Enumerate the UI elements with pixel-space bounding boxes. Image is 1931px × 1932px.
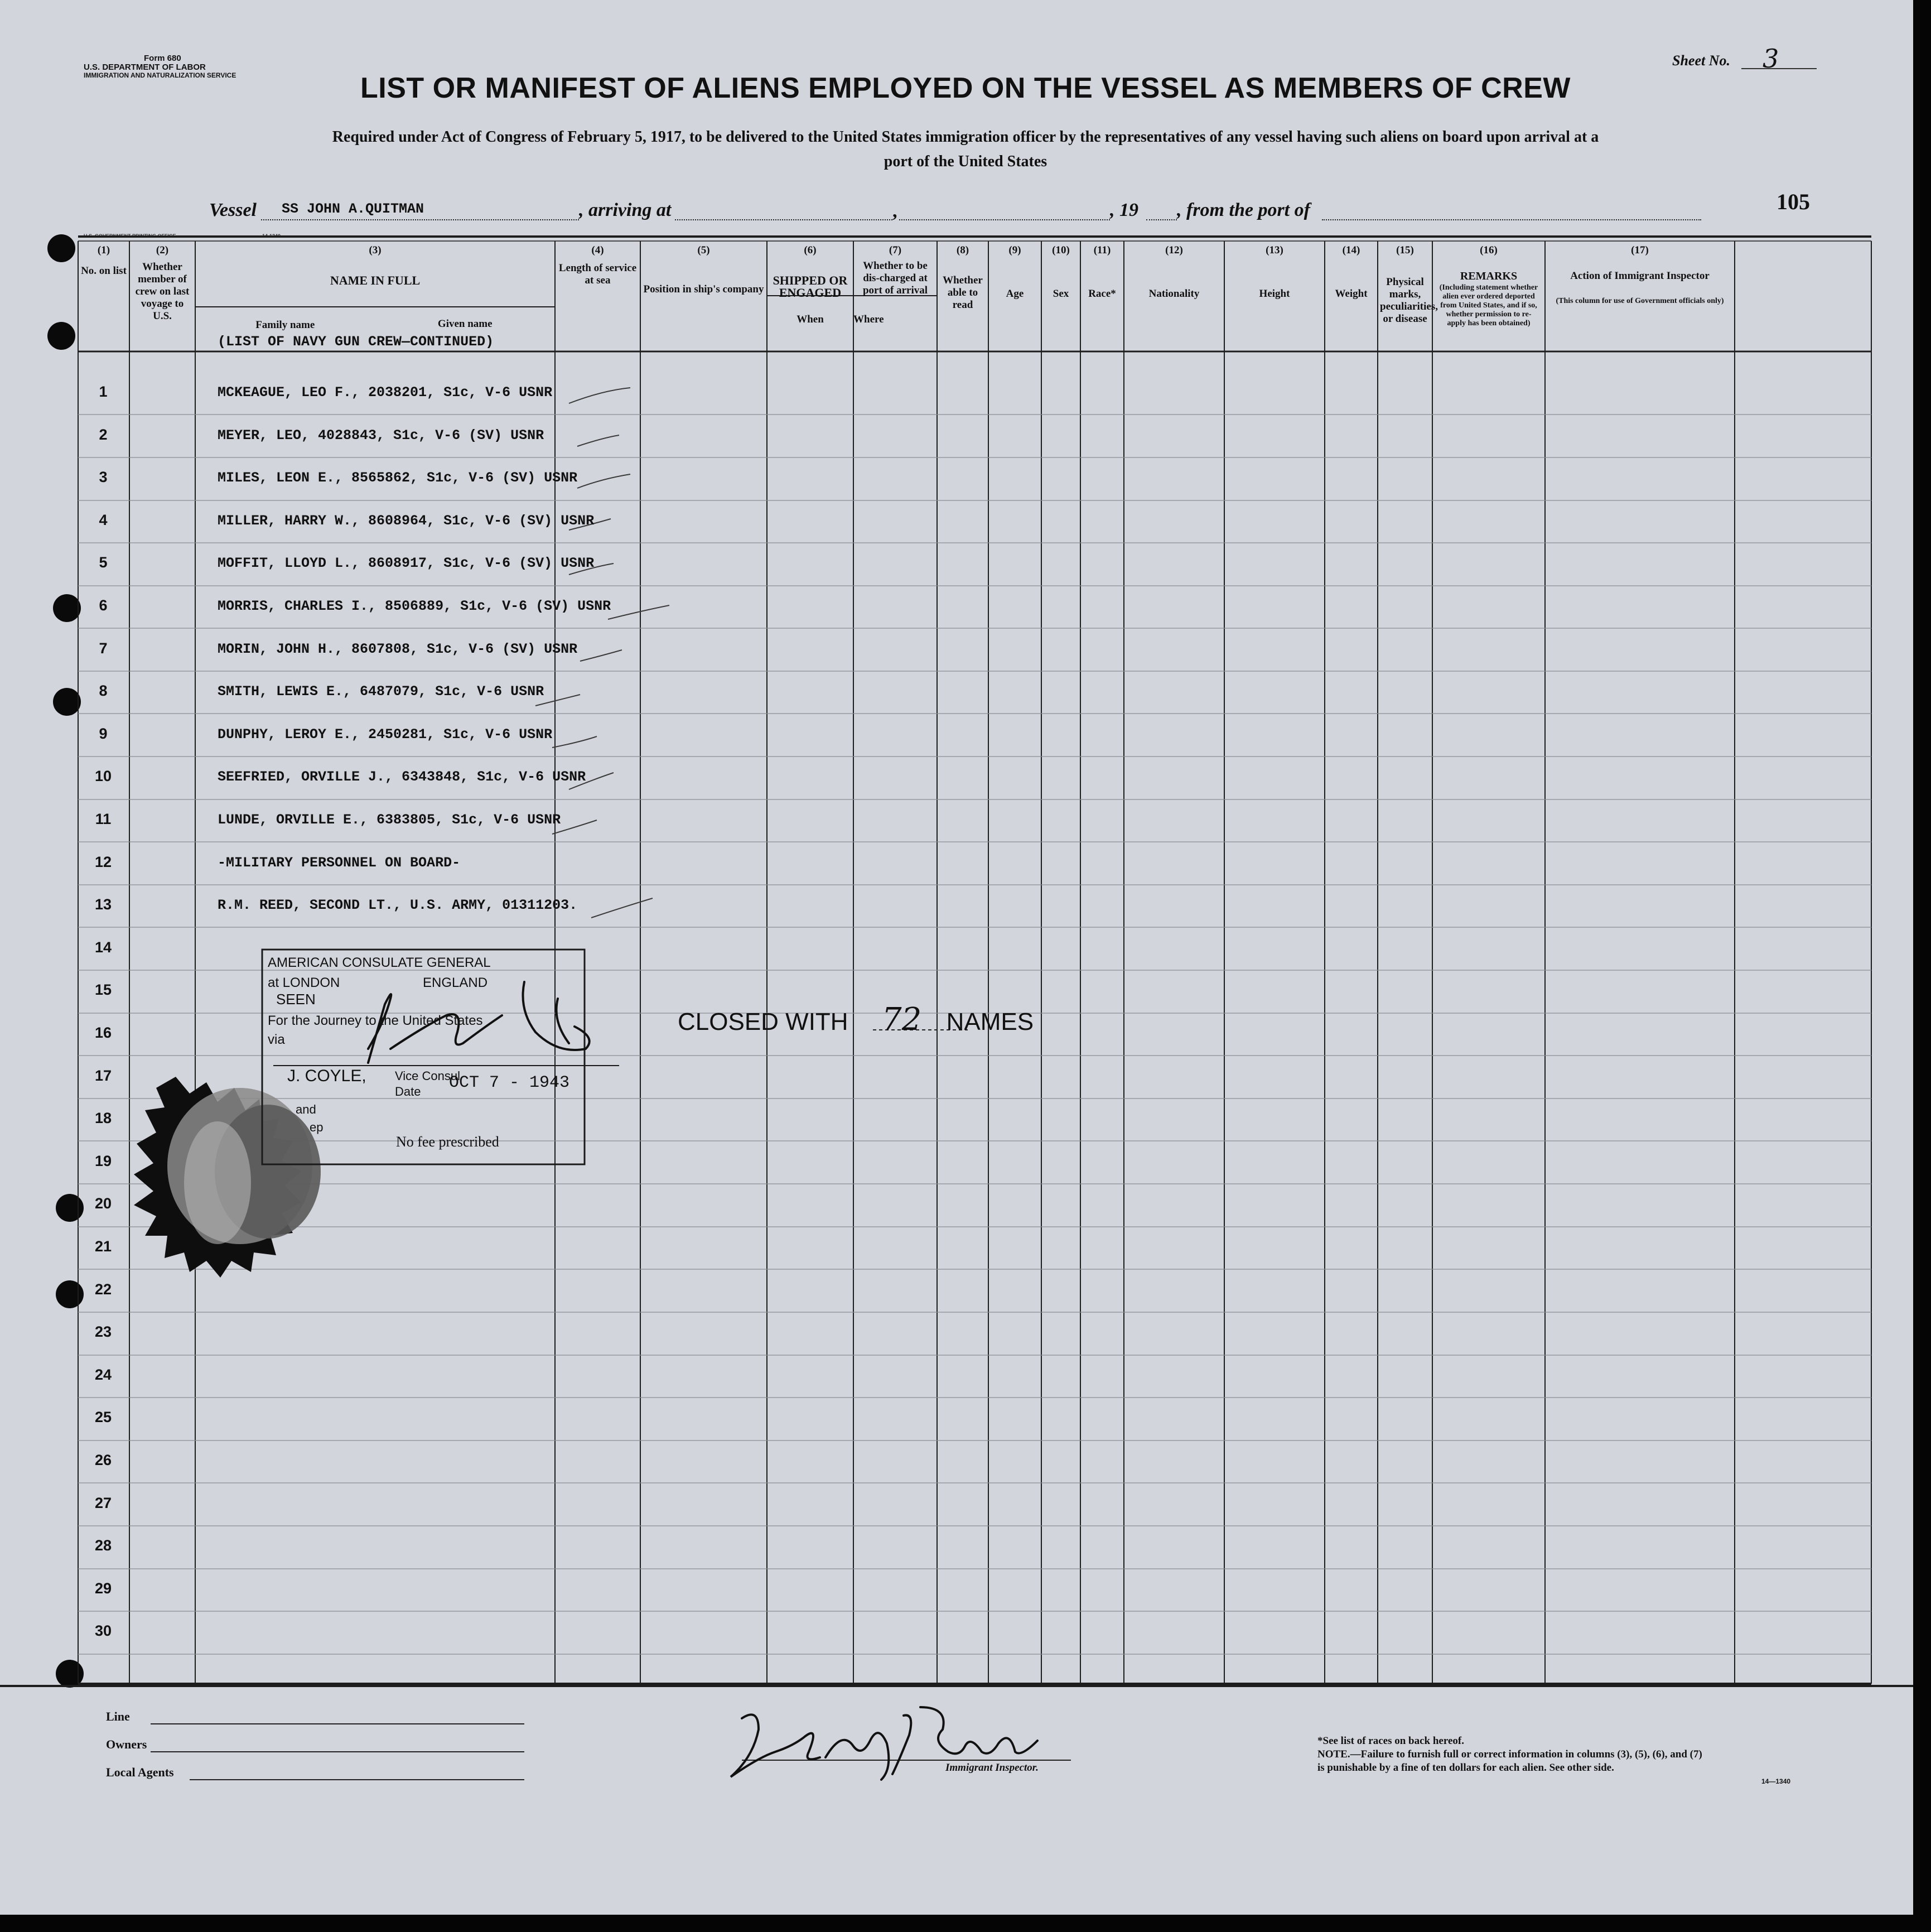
form-title: LIST OR MANIFEST OF ALIENS EMPLOYED ON THE VESSEL AS MEMBERS OF CREW bbox=[360, 72, 1571, 104]
note-label: NOTE. bbox=[1317, 1748, 1350, 1760]
stamp-line-2-right: ENGLAND bbox=[423, 975, 488, 990]
row-number: 17 bbox=[94, 1067, 112, 1084]
crew-entry[interactable]: MEYER, LEO, 4028843, S1c, V-6 (SV) USNR bbox=[218, 427, 544, 444]
column-label: SHIPPED OR ENGAGED bbox=[773, 273, 848, 300]
column-number: (7) bbox=[889, 244, 902, 256]
crew-entry[interactable]: MOFFIT, LLOYD L., 8608917, S1c, V-6 (SV) USNR bbox=[218, 555, 595, 572]
row-number: 25 bbox=[94, 1409, 112, 1426]
column-label: Sex bbox=[1053, 288, 1069, 300]
vessel-name[interactable]: SS JOHN A.QUITMAN bbox=[282, 201, 424, 217]
row-number: 20 bbox=[94, 1195, 112, 1212]
stamp-line-5: via bbox=[268, 1032, 285, 1047]
column-number: (14) bbox=[1342, 244, 1360, 256]
stamp-line-1: AMERICAN CONSULATE GENERAL bbox=[268, 955, 491, 970]
page-number: 105 bbox=[1776, 189, 1810, 214]
row-number: 5 bbox=[99, 554, 108, 571]
crew-entry[interactable]: DUNPHY, LEROY E., 2450281, S1c, V-6 USNR bbox=[218, 726, 553, 743]
crew-entry[interactable]: MORIN, JOHN H., 8607808, S1c, V-6 (SV) USNR bbox=[218, 640, 578, 657]
stamp-date-label: Date bbox=[395, 1085, 421, 1099]
column-label: Action of Immigrant Inspector bbox=[1570, 270, 1710, 282]
row-number: 11 bbox=[95, 811, 112, 827]
manifest-page: Form 680 U.S. DEPARTMENT OF LABOR IMMIGRATION AND NATURALIZATION SERVICE Sheet No. 3 LIST OR MANIFEST OF ALIENS EMPLOYED ON THE VESSEL AS MEMBERS OF CREW Required under Act of Congress of February 5, 1917, to be delivered to the United States immigration officer by the representatives of any vessel having such aliens on board upon arrival at a port of the United States Vessel SS JOHN A.QUITMAN , arriving at , , 19 , from the port of 105 U.S. GOVERNMENT PRINTING OFFICE 14-1340 (1) No. on list (2) Whether member of crew on last voyage to U.S. (3) NAME IN FULL Family name Given name (4) Length of service at sea (5) Position in ship's company (6) SHIPPED OR ENGAGED When Where (7) Whether to be dis-charged at port of arrival (8) Whether able to read (9) Age (10) Sex (11) Race* (12) Nationality (13) Height (14) Weight (15) Physical marks, peculiarities, or disease (16) REMARKS (Including statement whether alien ever ordered deported from United States, and if so, whether permission to re-apply has been obtained) (17) Action of Immigrant Inspector (This column for use of Government officials only) (LIST OF NAVY GUN CREW—CONTINUED) 1 2 3 4 5 6 7 8 9 10 11 12 13 14 15 16 17 18 19 20 21 22 23 24 25 26 27 28 29 30 MCKEAGUE, LEO F., 2038201, S1c, V-6 USNR MEYER, LEO, 4028843, S1c, V-6 (SV) USNR MILES, LEON E., 8565862, S1c, V-6 (SV) USNR MILLER, HARRY W., 8608964, S1c, V-6 (SV) USNR MOFFIT, LLOYD L., 8608917, S1c, V-6 (SV) USNR MORRIS, CHARLES I., 8506889, S1c, V-6 (SV) USNR MORIN, JOHN H., 8607808, S1c, V-6 (SV) USNR SMITH, LEWIS E., 6487079, S1c, V-6 USNR DUNPHY, LEROY E., 2450281, S1c, V-6 USNR SEEFRIED, ORVILLE J., 6343848, S1c, V-6 USNR LUNDE, ORVILLE E., 6383805, S1c, V-6 USNR -MILITARY PERSONNEL ON BOARD- R.M. REED, SECOND LT., U.S. ARMY, 01311203. CLOSED WITH 72 NAMES AMERICAN CONSULATE GENERAL at LONDON ENGLAND SEEN For the Journey to the United States via J. COYLE, Vice Consul Date OCT 7 - 1943 and ep No fee prescribed Line Owners Local Agents Immigrant Inspector. *See list of races on back hereof. NOTE.—Failure to furnish full or correct information in columns (3), (5), (6), and (7) is punishable by a fine of ten dollars for each alien. See other side. 14—1340 bbox=[0, 0, 1931, 1932]
race-note: *See list of races on back hereof. bbox=[1317, 1735, 1464, 1747]
row-number: 19 bbox=[94, 1152, 112, 1169]
form-subtitle-2: port of the United States bbox=[884, 153, 1047, 170]
column-note: (This column for use of Government officials only) bbox=[1556, 297, 1724, 305]
fine-note bbox=[1317, 1748, 1702, 1761]
column-number: (1) bbox=[97, 244, 110, 256]
row-number: 28 bbox=[94, 1537, 112, 1554]
column-number: (3) bbox=[369, 244, 382, 256]
crew-entry[interactable]: LUNDE, ORVILLE E., 6383805, S1c, V-6 USNR bbox=[218, 812, 561, 828]
column-number: (8) bbox=[956, 244, 969, 256]
closed-prefix: CLOSED WITH bbox=[678, 1008, 848, 1035]
column-label: No. on list bbox=[81, 265, 127, 277]
stamp-date: OCT 7 - 1943 bbox=[449, 1073, 570, 1092]
printer-code: 14-1340 bbox=[262, 233, 281, 239]
arriving-comma: , bbox=[892, 201, 897, 221]
row-number: 23 bbox=[94, 1323, 112, 1341]
footer-line-label: Line bbox=[106, 1709, 130, 1723]
column-label: Physical marks, peculiarities, or disease bbox=[1380, 276, 1438, 325]
crew-entry[interactable]: MORRIS, CHARLES I., 8506889, S1c, V-6 (SV) USNR bbox=[218, 598, 611, 614]
wax-seal bbox=[134, 1077, 324, 1278]
stamp-fee: No fee prescribed bbox=[396, 1134, 499, 1150]
row-number: 4 bbox=[99, 511, 108, 528]
row-number: 12 bbox=[94, 853, 112, 870]
crew-entry[interactable]: MILLER, HARRY W., 8608964, S1c, V-6 (SV) USNR bbox=[218, 512, 595, 529]
column-sub-label: Family name bbox=[255, 319, 315, 331]
footer-agents-label: Local Agents bbox=[106, 1765, 174, 1779]
row-number: 7 bbox=[99, 639, 108, 657]
column-label: REMARKS bbox=[1460, 270, 1518, 282]
column-label: Race* bbox=[1088, 288, 1116, 300]
closed-suffix: NAMES bbox=[946, 1008, 1034, 1035]
vessel-label: Vessel bbox=[209, 200, 257, 220]
list-heading: (LIST OF NAVY GUN CREW—CONTINUED) bbox=[218, 334, 494, 350]
closed-note bbox=[678, 1001, 1034, 1038]
row-number: 21 bbox=[94, 1238, 112, 1255]
footer-owners-label: Owners bbox=[106, 1737, 147, 1751]
stamp-partial-2: ep bbox=[310, 1120, 324, 1134]
column-label: Whether able to read bbox=[943, 274, 983, 311]
stamp-line-4: For the Journey to the United States bbox=[268, 1013, 483, 1028]
printer-note: U.S. GOVERNMENT PRINTING OFFICE bbox=[84, 233, 176, 239]
stamp-line-3: SEEN bbox=[276, 991, 316, 1008]
sheet-label: Sheet No. bbox=[1672, 52, 1730, 69]
crew-entry[interactable]: -MILITARY PERSONNEL ON BOARD- bbox=[218, 854, 461, 871]
column-number: (16) bbox=[1480, 244, 1498, 256]
inspector-label: Immigrant Inspector. bbox=[945, 1762, 1039, 1774]
column-sub-label: When bbox=[796, 314, 824, 325]
stamp-partial-1: and bbox=[296, 1102, 316, 1116]
form-number: Form 680 bbox=[144, 54, 181, 63]
sheet-number: 3 bbox=[1763, 44, 1779, 74]
row-number: 24 bbox=[94, 1366, 112, 1383]
year-label: , 19 bbox=[1110, 200, 1138, 220]
column-label: Age bbox=[1006, 288, 1024, 300]
column-sub-label: Given name bbox=[437, 318, 493, 330]
note-text-1: —Failure to furnish full or correct information in columns (3), (5), (6), and (7) bbox=[1350, 1748, 1702, 1760]
column-number: (11) bbox=[1093, 244, 1111, 256]
column-number: (13) bbox=[1266, 244, 1283, 256]
row-number: 14 bbox=[94, 938, 112, 956]
row-number: 3 bbox=[99, 469, 108, 486]
form-subtitle-1: Required under Act of Congress of February 5, 1917, to be delivered to the United States immigration officer by the representatives of any vessel having such aliens on board upon arrival at a bbox=[332, 128, 1599, 146]
row-number: 9 bbox=[99, 725, 108, 742]
column-number: (17) bbox=[1631, 244, 1649, 256]
column-label: Whether member of crew on last voyage to U.S. bbox=[135, 261, 190, 322]
row-number: 30 bbox=[94, 1622, 112, 1640]
column-note: (Including statement whether alien ever ordered deported from United States, and if so, whether permission to re-apply has been obtained) bbox=[1439, 283, 1538, 327]
service: IMMIGRATION AND NATURALIZATION SERVICE bbox=[84, 71, 236, 79]
form-code-bottom: 14—1340 bbox=[1761, 1777, 1791, 1785]
column-label: Weight bbox=[1335, 288, 1368, 300]
row-number: 22 bbox=[94, 1280, 112, 1298]
row-number: 16 bbox=[94, 1024, 112, 1041]
department: U.S. DEPARTMENT OF LABOR bbox=[84, 62, 206, 72]
stamp-officer-title: Vice Consul bbox=[395, 1069, 460, 1083]
row-number: 29 bbox=[94, 1579, 112, 1597]
column-label: Nationality bbox=[1148, 288, 1200, 300]
crew-entry[interactable]: SMITH, LEWIS E., 6487079, S1c, V-6 USNR bbox=[218, 683, 544, 700]
column-number: (12) bbox=[1165, 244, 1183, 256]
row-number: 18 bbox=[94, 1110, 112, 1127]
column-number: (9) bbox=[1008, 244, 1021, 256]
from-port-label: , from the port of bbox=[1177, 200, 1310, 220]
stamp-line-2-left: at LONDON bbox=[268, 975, 340, 990]
column-label: Height bbox=[1259, 288, 1290, 300]
column-label: NAME IN FULL bbox=[330, 273, 421, 287]
column-number: (5) bbox=[697, 244, 710, 256]
row-number: 15 bbox=[94, 981, 112, 999]
closed-count[interactable]: 72 bbox=[881, 1001, 922, 1038]
row-number: 1 bbox=[99, 383, 108, 400]
crew-entry[interactable]: MILES, LEON E., 8565862, S1c, V-6 (SV) USNR bbox=[218, 470, 578, 486]
row-number: 8 bbox=[99, 682, 108, 700]
column-number: (15) bbox=[1396, 244, 1414, 256]
column-number: (10) bbox=[1052, 244, 1070, 256]
note-text-2: is punishable by a fine of ten dollars for each alien. See other side. bbox=[1317, 1762, 1614, 1774]
row-number: 13 bbox=[94, 896, 112, 913]
column-label: Length of service at sea bbox=[558, 262, 637, 286]
row-number: 27 bbox=[94, 1494, 112, 1511]
crew-entry[interactable]: R.M. REED, SECOND LT., U.S. ARMY, 01311203. bbox=[218, 897, 578, 914]
column-number: (2) bbox=[156, 244, 169, 256]
crew-entry[interactable]: MCKEAGUE, LEO F., 2038201, S1c, V-6 USNR bbox=[218, 384, 553, 401]
crew-entry[interactable]: SEEFRIED, ORVILLE J., 6343848, S1c, V-6 USNR bbox=[218, 769, 586, 786]
row-number: 10 bbox=[94, 768, 112, 785]
column-number: (4) bbox=[591, 244, 604, 256]
column-number: (6) bbox=[804, 244, 817, 256]
row-number: 26 bbox=[94, 1452, 112, 1468]
row-number: 2 bbox=[99, 426, 108, 443]
column-label: Whether to be dis-charged at port of arrival bbox=[862, 260, 928, 296]
stamp-officer: J. COYLE, bbox=[287, 1067, 366, 1085]
row-number: 6 bbox=[99, 597, 108, 614]
column-label: Position in ship's company bbox=[643, 283, 764, 295]
arriving-label: , arriving at bbox=[579, 200, 672, 220]
